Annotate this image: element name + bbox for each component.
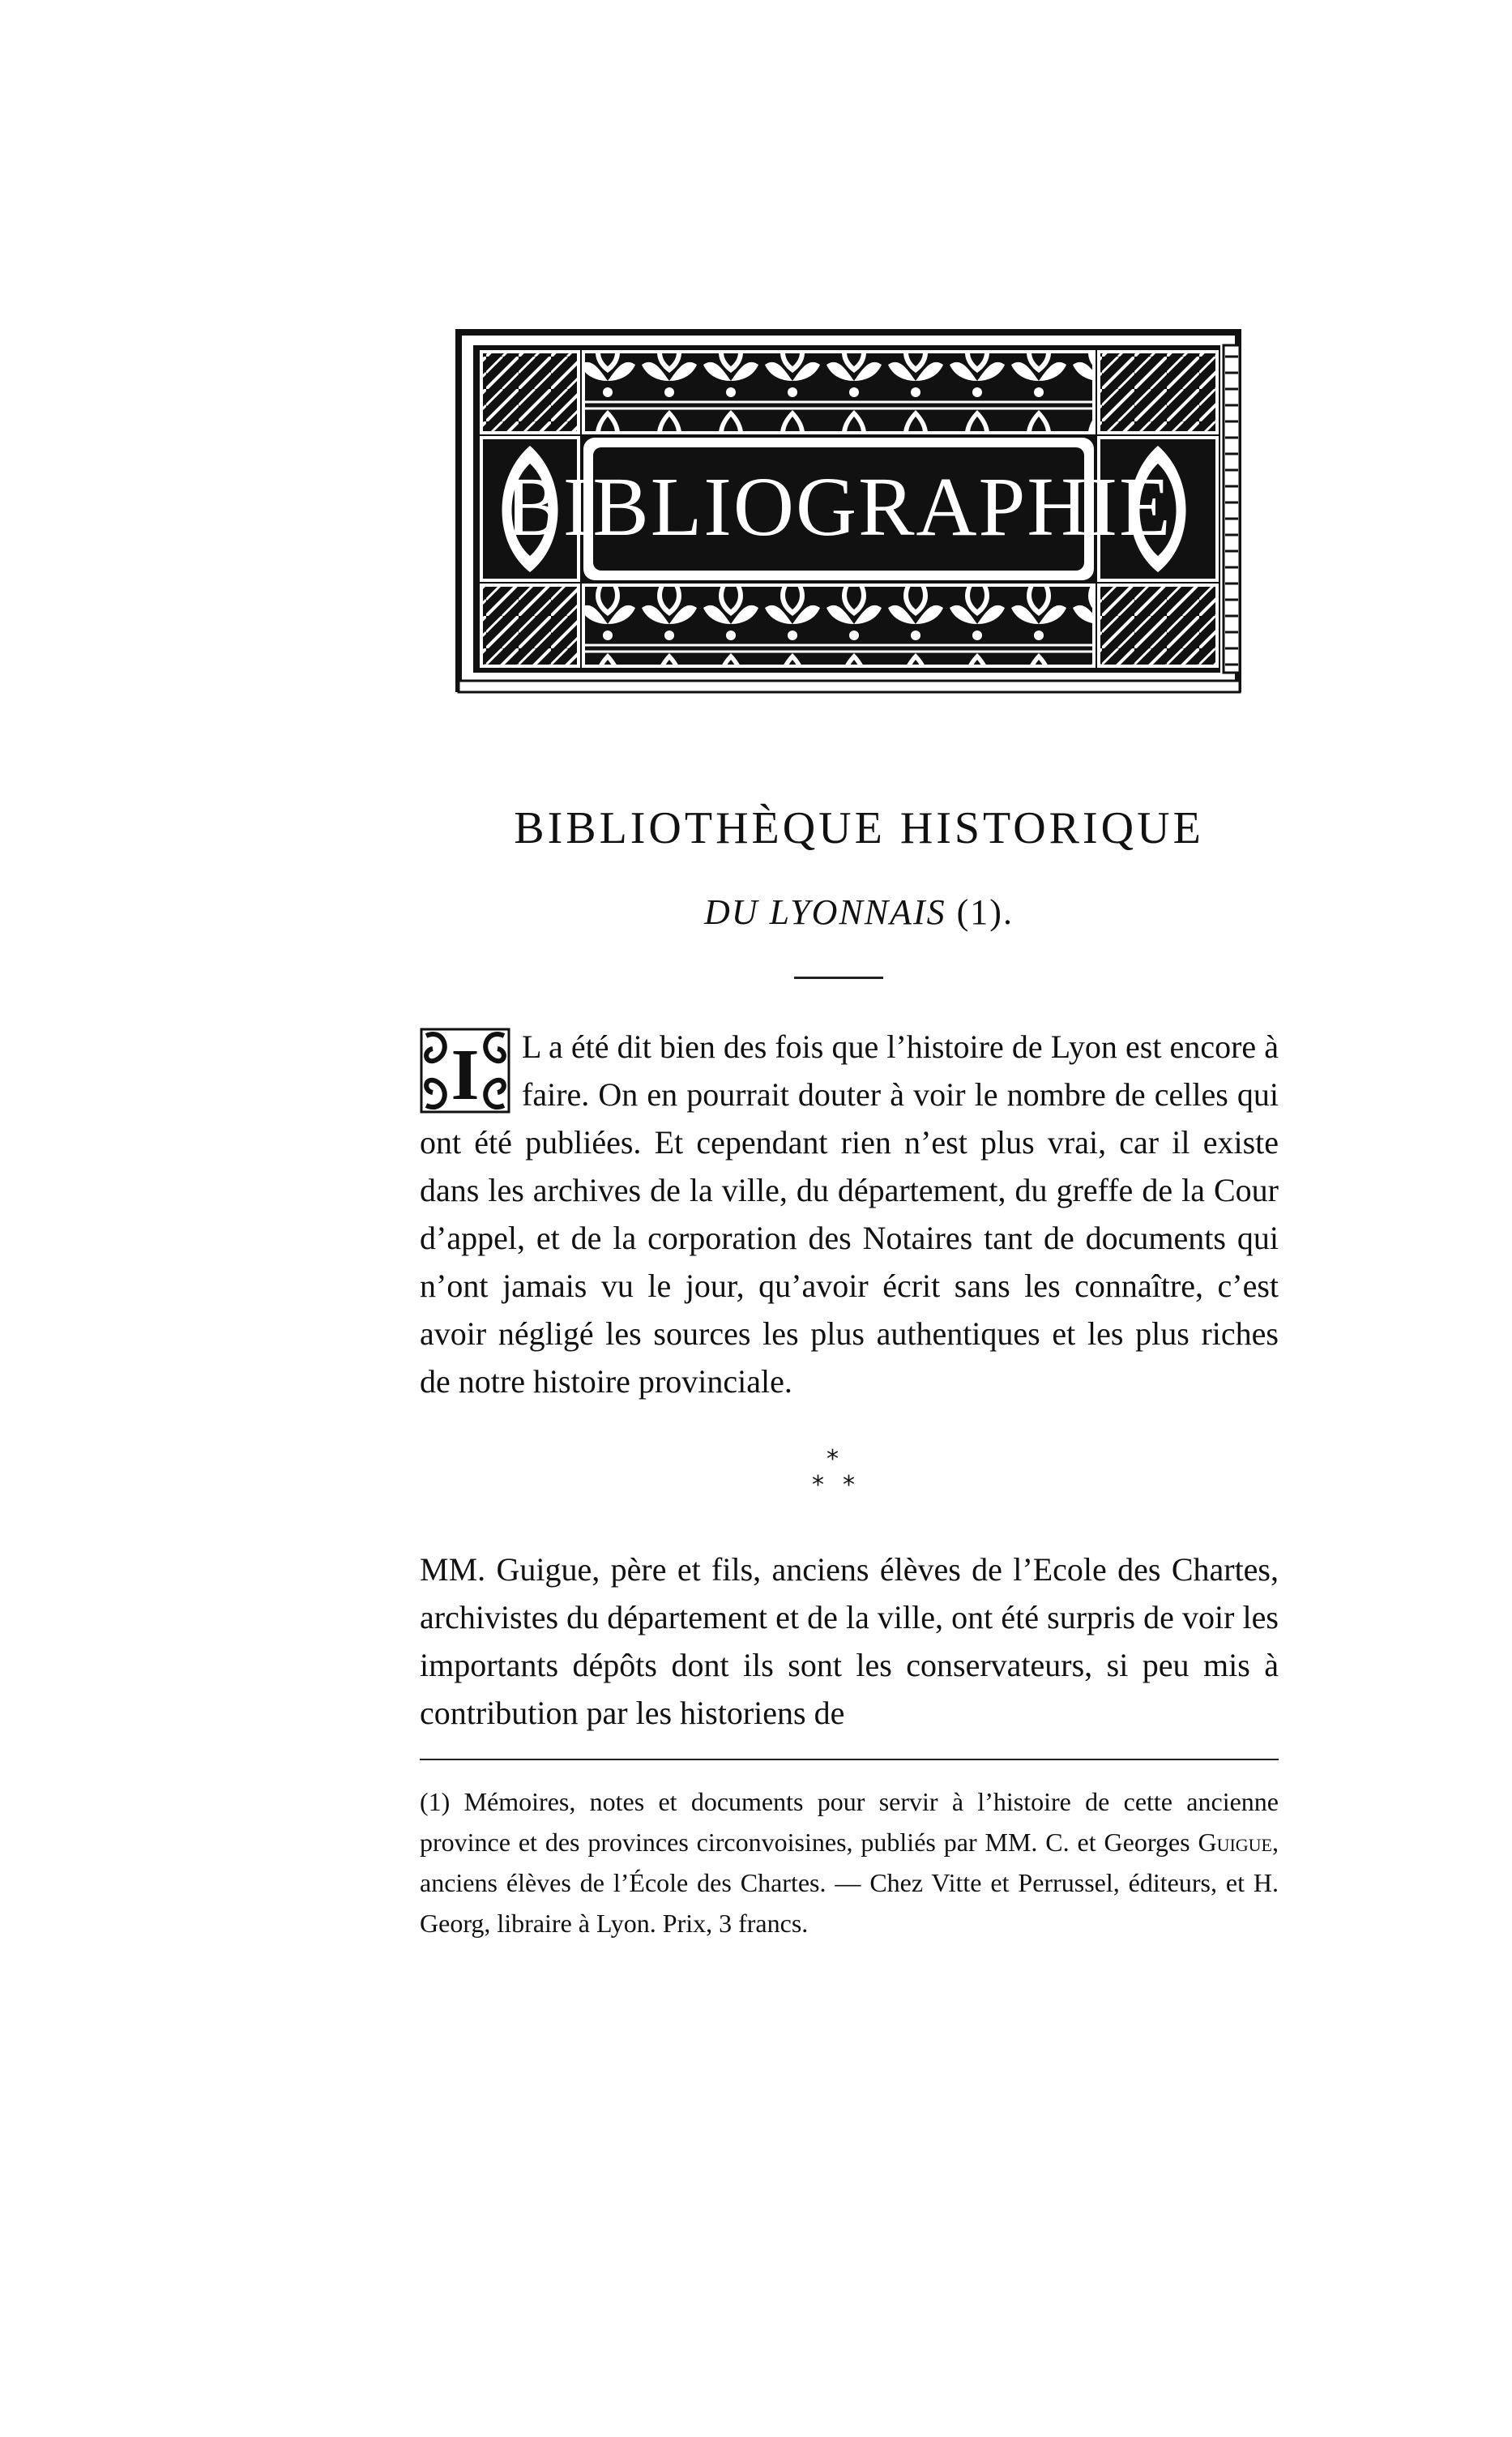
article-subtitle (454, 891, 1264, 933)
asterism-star-right: * (843, 1471, 855, 1499)
footnote (420, 1781, 1279, 1943)
footnote-part-1: (1) Mémoires, notes et documents pour servir à l’histoire de cette ancienne province et des provinces circonvoisines, publiés par MM. C. et Georges (420, 1787, 1279, 1857)
footnote-rule (420, 1759, 1279, 1760)
gothic-ornament-icon (454, 324, 1264, 697)
ornamental-dropcap (420, 1028, 510, 1114)
article-title: BIBLIOTHÈQUE HISTORIQUE (514, 803, 1204, 853)
footnote-text (420, 1781, 1279, 1943)
paragraph-1-text: L a été dit bien des fois que l’histoire de Lyon est encore à faire. On en pourrait douter à voir le nombre de celles qui ont été publiées. Et cependant rien n’est plus vrai, car il existe dans les archives de la ville, du département, du greffe de la Cour d’appel, et de la corporation des Notaires tant de documents qui n’ont jamais vu le jour, qu’avoir écrit sans les connaître, c’est avoir négligé les sources les plus authentiques et les plus riches de notre histoire provinciale. (420, 1028, 1279, 1400)
title-rule (794, 977, 883, 979)
dropcap-letter: I (451, 1035, 480, 1114)
paragraph-1 (420, 1023, 1279, 1405)
bibliographie-title: BIBLIOGRAPHIE (505, 460, 1172, 554)
paragraph-2 (420, 1546, 1279, 1737)
dropcap-i-icon (420, 1028, 510, 1114)
footnote-marker: (1). (956, 892, 1014, 932)
bibliographie-headband (454, 324, 1264, 697)
asterism (778, 1447, 899, 1512)
footnote-author-name: Guigue (1198, 1828, 1272, 1857)
subtitle-italic: DU LYONNAIS (704, 892, 946, 932)
paragraph-2-text: MM. Guigue, père et fils, anciens élèves de l’Ecole des Chartes, archivistes du département et de la ville, ont été surpris de voir les importants dépôts dont ils sont les conservateurs, si peu mis à contribution par les historiens de (420, 1551, 1279, 1731)
asterism-star-left: * (812, 1471, 824, 1499)
footnote-part-2: , anciens élèves de l’École des Chartes. — Chez Vitte et Perrussel, éditeurs, et H. Georg, libraire à Lyon. Prix, 3 francs. (420, 1828, 1279, 1938)
asterism-star-top: * (826, 1445, 839, 1473)
